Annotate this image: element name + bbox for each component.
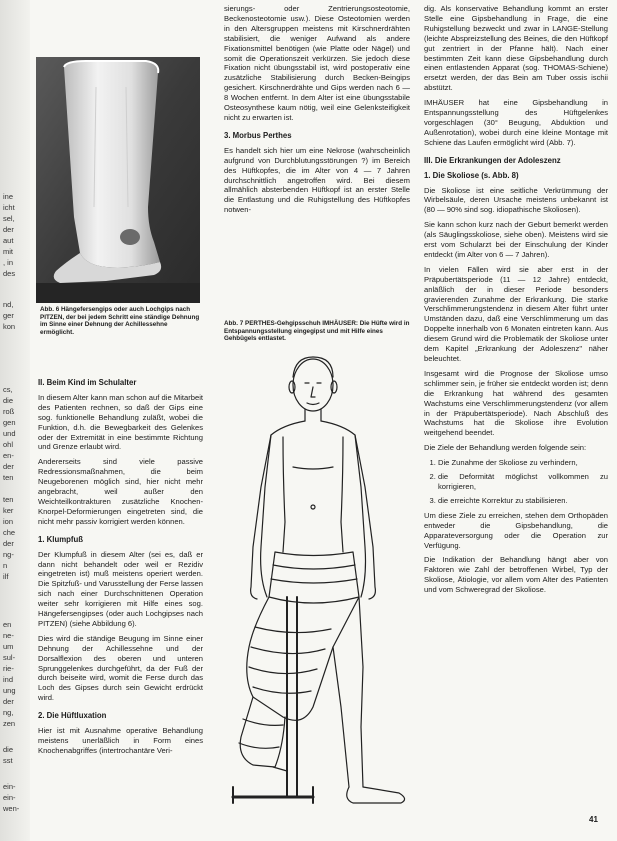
section-heading: 3. Morbus Perthes	[224, 130, 292, 140]
paragraph: In diesem Alter kann man schon auf die Mitarbeit des Patienten rechnen, so daß der Gips eine sog. funktionelle Behandlung zuläßt, wobei die Funktion, d.h. die Bewegbarkeit des Gelenkes oder der Extremität in eine bestimmte Richtung und Grenze erlaubt wird.	[38, 392, 203, 452]
facing-page-fragment: ung	[3, 686, 16, 695]
facing-page-fragment: der	[3, 225, 14, 234]
paragraph: Die Ziele der Behandlung werden folgende sein:	[424, 443, 587, 453]
facing-page-fragment: ng,	[3, 708, 14, 717]
facing-page-fragment: ind	[3, 675, 14, 684]
paragraph: Insgesamt wird die Prognose der Skoliose umso schlimmer sein, je früher sie entdeckt worden ist; denn die Erkrankung hat während des gesamten Wachstums eine Verschlimmerungstendenz (vor allem in der Präpubertätsperiode). Nach Abschluß des Wachstums hat die Skoliose ihre Evolution weitgehend beendet.	[424, 368, 608, 438]
facing-page-fragment: der	[3, 462, 14, 471]
facing-page-fragment: ein-	[3, 793, 16, 802]
facing-page-fragment: ten	[3, 495, 14, 504]
paragraph: Es handelt sich hier um eine Nekrose (wahrscheinlich aufgrund von Durchblutungsstörungen ?) im Bereich des Hüftkopfes, die im Alter von 4 — 7 Jahren durchschnittlich angetroffen wird. Bei diesem allmählich absterbenden Hüftkopf ist an erster Stelle die Entlastung und die Ruhigstellung des Hüftkopfes notwen-	[224, 145, 410, 215]
facing-page-fragment: ten	[3, 473, 14, 482]
facing-page-fragment: nd,	[3, 300, 14, 309]
paragraph: Dies wird die ständige Beugung im Sinne einer Dehnung der Achillessehne und der Dorsalflexion des oberen und unteren Sprunggelenkes durchgeführt, da der Fuß der durch beiseite wird, womit die Ferse durch das Loch des Gipses durch sein Gewicht erdrückt wird.	[38, 633, 203, 703]
facing-page-fragment: des	[3, 269, 16, 278]
facing-page-fragment: mit	[3, 247, 13, 256]
photo-caption: Abb. 6 Hängefersengips oder auch Lochgips nach PITZEN, der bei jedem Schritt eine ständige Dehnung im Sinne einer Dehnung der Achillessehne ermöglicht.	[40, 306, 200, 336]
facing-page-fragment: icht	[3, 203, 15, 212]
column-2	[224, 4, 410, 220]
paragraph: IMHÄUSER hat eine Gipsbehandlung in Entspannungsstellung des Hüftgelenkes vorgeschlagen (30° Beugung, Abduktion und Außenrotation), wobei durch eine kleine Montage mit Schiene das Laufen ermöglicht wird (Abb. 7).	[424, 98, 608, 147]
cast-photo-image	[36, 57, 200, 303]
facing-page-fragment: en-	[3, 451, 14, 460]
facing-page-fragment: gen	[3, 418, 16, 427]
facing-page-fragment: ng-	[3, 550, 14, 559]
treatment-goals-list	[424, 458, 608, 506]
paragraph: In vielen Fällen wird sie aber erst in der Präpubertätsperiode (11 — 12 Jahre) entdeckt, anläßlich der in dieser Periode besonders gravierenden Zunahme der Erkrankung. Die starke Verschlimmerungstendenz in diesem Alter führt unter Umständen dazu, daß eine Verschlimmerung um das Doppelte innerhalb von 6 Monaten eintreten kann. Aus diesem Grund wird die Problematik der Skoliose unter dem Kapitel „Erkrankung der Adoleszenz" näher beleuchtet.	[424, 264, 608, 363]
column-3	[424, 4, 608, 600]
facing-page-fragment: n	[3, 561, 8, 570]
paragraph: Um diese Ziele zu erreichen, stehen dem Orthopäden entweder die Gipsbehandlung, die Apparateversorgung oder die Operation zur Verfügung.	[424, 510, 608, 550]
list-item: 1. Die Zunahme der Skoliose zu verhindern,	[438, 458, 608, 468]
facing-page-fragment: kon	[3, 322, 16, 331]
paragraph: Andererseits sind viele passive Redressionsmaßnahmen, die beim Neugeborenen möglich sind, hier nicht mehr angebracht, weil außer den Weichteilkontrakturen zusätzliche Knochen-Knorpel-Deformierungen eingetreten sind, die nicht mehr passiv korrigiert werden können.	[38, 457, 203, 526]
facing-page-fragment: rie-	[3, 664, 14, 673]
facing-page-fragment: die	[3, 396, 14, 405]
facing-page-fragment: ger	[3, 311, 14, 320]
facing-page-fragment: zen	[3, 719, 16, 728]
facing-page-fragment: , in	[3, 258, 14, 267]
perthes-cast-drawing	[213, 347, 418, 822]
page-number: 41	[589, 815, 598, 824]
list-item: 2. die Deformität möglichst vollkommen zu korrigieren,	[438, 472, 608, 492]
paragraph: Hier ist mit Ausnahme operative Behandlung meistens unerläßlich in Form eines Knochenabgriffes (intertrochantäre Veri-	[38, 726, 203, 755]
facing-page-fragment: ilf	[3, 572, 9, 581]
paragraph: Die Indikation der Behandlung hängt aber von Faktoren wie Zahl der betroffenen Wirbel, Typ der Skoliose, Ätiologie, vor allem vom Alter des Patienten und vom Schweregrad der Skoliose.	[424, 555, 608, 595]
facing-page-fragment: sst	[3, 756, 13, 765]
paragraph: Sie kann schon kurz nach der Geburt bemerkt werden (als Säuglingsskoliose, siehe oben). Meistens wird sie erst vom Schularzt bei der Einschulung der Kinder entdeckt (im Alter von 6 — 7 Jahren).	[424, 220, 608, 259]
facing-page-fragment: um	[3, 642, 14, 651]
facing-page-fragment: ion	[3, 517, 14, 526]
list-item: 3. die erreichte Korrektur zu stabilisieren.	[438, 496, 608, 506]
facing-page-fragment: che	[3, 528, 16, 537]
facing-page-fragment: wen-	[3, 804, 20, 813]
paragraph: Der Klumpfuß in diesem Alter (sei es, daß er dann nicht behandelt oder weil er Rezidiv eingetreten ist) muß meistens operiert werden. Die Spitzfuß- und Varusstellung der Ferse lassen sich nach einer Durchschnittenen Operation weiter sehr korrigieren mit Hilfe eines sog. Hängefersengipses (oder auch Lochgipses nach PITZEN) (siehe Abbildung 6).	[38, 549, 203, 628]
facing-page-fragment: aut	[3, 236, 14, 245]
facing-page-fragment: der	[3, 539, 14, 548]
paragraph: dig. Als konservative Behandlung kommt an erster Stelle eine Gipsbehandlung in Frage, die eine Ruhigstellung bezweckt und zwar in LANGE-Stellung (leichte Abspreizstellung des Beines, die den Hüftkopf gut zentriert in der Pfanne hält). Nach einer bestimmten Zeit kann diese Gipsbehandlung durch einen entlastenden Apparat (sog. THOMAS-Schiene) ersetzt werden, der das Bein am Tuber ossis ischii abstützt.	[424, 4, 608, 93]
section-heading: 2. Die Hüftluxation	[38, 711, 107, 721]
section-heading: 1. Klumpfuß	[38, 534, 84, 544]
column-1	[38, 370, 203, 761]
facing-page-fragment: ne-	[3, 631, 14, 640]
section-heading: 1. Die Skoliose (s. Abb. 8)	[424, 170, 519, 180]
facing-page-fragment: der	[3, 697, 14, 706]
facing-page-fragment: und	[3, 429, 16, 438]
facing-page-fragment: cs,	[3, 385, 13, 394]
facing-page-fragment: en	[3, 620, 12, 629]
paragraph: sierungs- oder Zentrierungsosteotomie, Beckenosteotomie usw.). Diese Osteotomien werden in den Altersgruppen meistens mit Kirschnerdrähten stabilisiert, die weniger Aufwand als andere Fixationsmittel benötigen (wie Platte oder Nägel) und somit die Operationszeit verkürzen. Sie jedoch diese Fixation nicht übungsstabil ist, wird postoperativ eine zusätzliche Stabilisierung durch Becken-Beingips gesichert. Kirschnerdrähte und Gips werden nach 6 — 8 Wochen entfernt. In dem Alter ist eine übungsstabile Osteosynthese kaum nötig, weil eine Gelenksteifigkeit nicht zu erwarten ist.	[224, 4, 410, 122]
facing-page-fragment: ine	[3, 192, 14, 201]
drawing-caption: Abb. 7 PERTHES-Gehgipsschuh IMHÄUSER: Die Hüfte wird in Entspannungsstellung eingegipst und mit Hilfe eines Gehbügels entlastet.	[224, 320, 410, 343]
facing-page-fragment: sel,	[3, 214, 15, 223]
facing-page-fragment: die	[3, 745, 14, 754]
facing-page-fragment: roß	[3, 407, 15, 416]
section-heading: III. Die Erkrankungen der Adoleszenz	[424, 155, 561, 165]
paragraph: Die Skoliose ist eine seitliche Verkrümmung der Wirbelsäule, deren Ursache meistens unbekannt ist (80 — 90% sind sog. idiopathische Skoliosen).	[424, 185, 608, 215]
section-heading: II. Beim Kind im Schulalter	[38, 378, 137, 387]
facing-page-fragment: sul-	[3, 653, 16, 662]
facing-page-text-fragments	[1, 0, 29, 841]
facing-page-fragment: ohl	[3, 440, 14, 449]
facing-page-fragment: ein-	[3, 782, 16, 791]
facing-page-fragment: ker	[3, 506, 14, 515]
